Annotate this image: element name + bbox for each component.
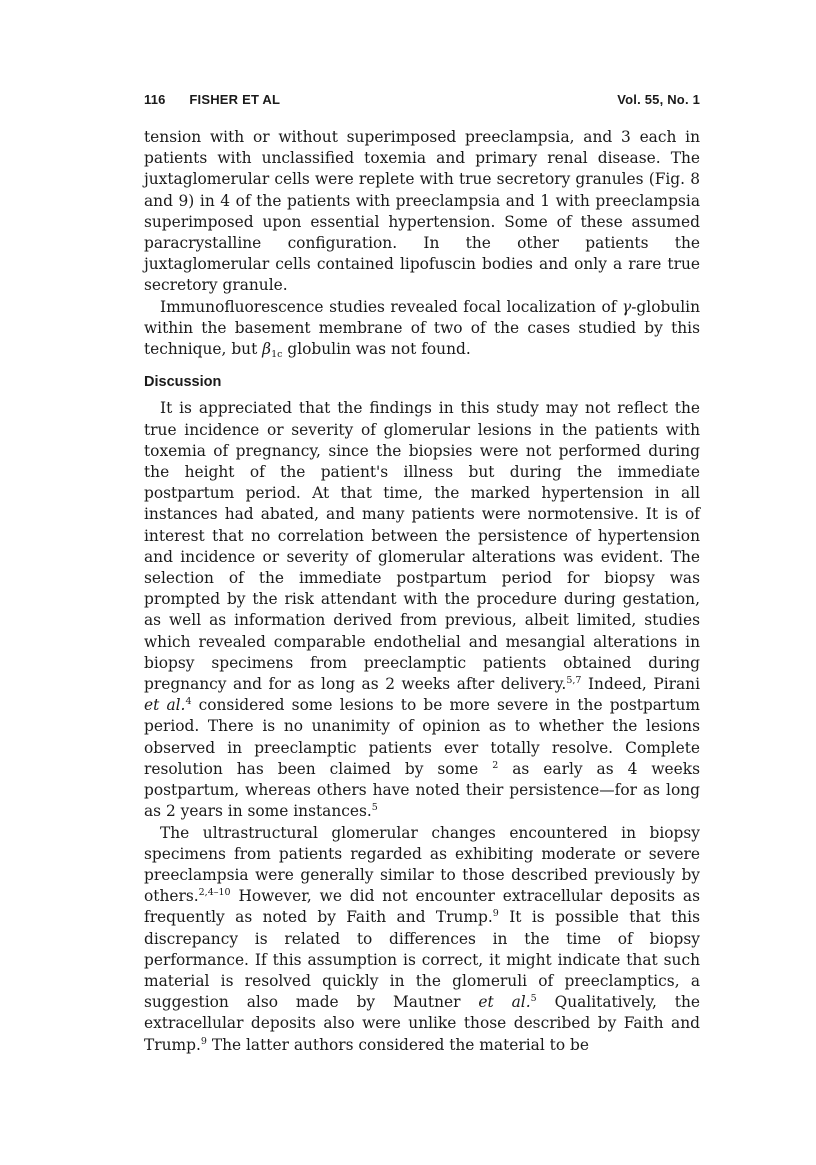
text-run: -globulin within the basement membrane of two of the cases studied by this technique, but bbox=[144, 297, 700, 359]
text-run: Immunofluorescence studies revealed focal localization of bbox=[160, 297, 623, 316]
text-run: It is possible that this discrepancy is related to differences in the time of biopsy performance. If this assumption is correct, it might indicate that such material is resolved quickly in the glomeruli of preeclamptics, a suggestion also made by Mautner bbox=[144, 908, 700, 1012]
text-run: considered some lesions to be more severe in the postpartum period. There is no unanimity of opinion as to whether the lesions observed in preeclamptic patients ever totally resolve. Complete resolution has been claimed by some bbox=[144, 696, 700, 778]
results-paragraph-continued bbox=[144, 127, 700, 297]
text-run: Qualitatively, the extracellular deposits also were unlike those described by Faith and Trump. bbox=[144, 993, 700, 1054]
et-al-italic: et al. bbox=[478, 993, 531, 1012]
text-run: The ultrastructural glomerular changes encountered in biopsy specimens from patients regarded as exhibiting moderate or severe preeclampsia were generally similar to those described previously by others. bbox=[144, 823, 700, 906]
text-run: globulin was not found. bbox=[282, 340, 471, 359]
running-head-left bbox=[144, 92, 280, 107]
reference-superscript: 5,7 bbox=[566, 675, 582, 687]
reference-superscript: 5 bbox=[371, 802, 378, 814]
beta-symbol: β bbox=[262, 340, 272, 359]
text-run: Indeed, Pirani bbox=[581, 675, 700, 694]
text-run: It is appreciated that the findings in this study may not reflect the true incidence or severity of glomerular lesions in the patients with toxemia of pregnancy, since the biopsies were not performed during the height of the patient's illness but during the immediate postpartum period. At that time, the marked hypertension in all instances had abated, and many patients were normotensive. It is of interest that no correlation between the persistence of hypertension and incidence or severity of glomerular alterations was evident. The selection of the immediate postpartum period for biopsy was prompted by the risk attendant with the procedure during gestation, as well as information derived from previous, albeit limited, studies which revealed comparable endothelial and mesangial alterations in biopsy specimens from preeclamptic patients obtained during pregnancy and for as long as 2 weeks after delivery. bbox=[144, 399, 700, 694]
page-number: 116 bbox=[144, 92, 166, 107]
gamma-symbol: γ bbox=[622, 297, 632, 316]
reference-superscript: 4 bbox=[185, 696, 192, 708]
discussion-heading: Discussion bbox=[144, 374, 222, 391]
journal-page bbox=[144, 92, 700, 1056]
beta-subscript: 1c bbox=[271, 349, 283, 361]
reference-superscript: 5 bbox=[530, 993, 537, 1005]
text-run: as early as 4 weeks postpartum, whereas others have noted their persistence—for as long as 2 years in some instances. bbox=[144, 759, 700, 821]
running-head-authors: FISHER ET AL bbox=[189, 92, 281, 107]
discussion-paragraph-2 bbox=[144, 823, 700, 1056]
et-al-italic: et al. bbox=[144, 696, 186, 715]
text-run: However, we did not encounter extracellular deposits as frequently as noted by Faith and Trump. bbox=[144, 887, 700, 927]
immunofluorescence-paragraph bbox=[144, 297, 700, 361]
article-body bbox=[144, 127, 700, 1056]
reference-superscript: 2 bbox=[492, 759, 499, 771]
text-run: The latter authors considered the material to be bbox=[206, 1035, 589, 1054]
results-text: tension with or without superimposed preeclampsia, and 3 each in patients with unclassified toxemia and primary renal disease. The juxtaglomerular cells were replete with true secretory granules (Fig. 8 and 9) in 4 of the patients with preeclampsia and 1 with preeclampsia superimposed upon essential hypertension. Some of these assumed paracrystalline configuration. In the other patients the juxtaglomerular cells contained lipofuscin bodies and only a rare true secretory granule. bbox=[144, 128, 700, 295]
reference-superscript: 9 bbox=[492, 908, 499, 920]
volume-issue: Vol. 55, No. 1 bbox=[617, 92, 700, 107]
reference-superscript: 9 bbox=[200, 1035, 207, 1047]
reference-superscript: 2,4–10 bbox=[198, 887, 231, 899]
discussion-paragraph-1 bbox=[144, 398, 700, 822]
running-head bbox=[144, 92, 700, 107]
